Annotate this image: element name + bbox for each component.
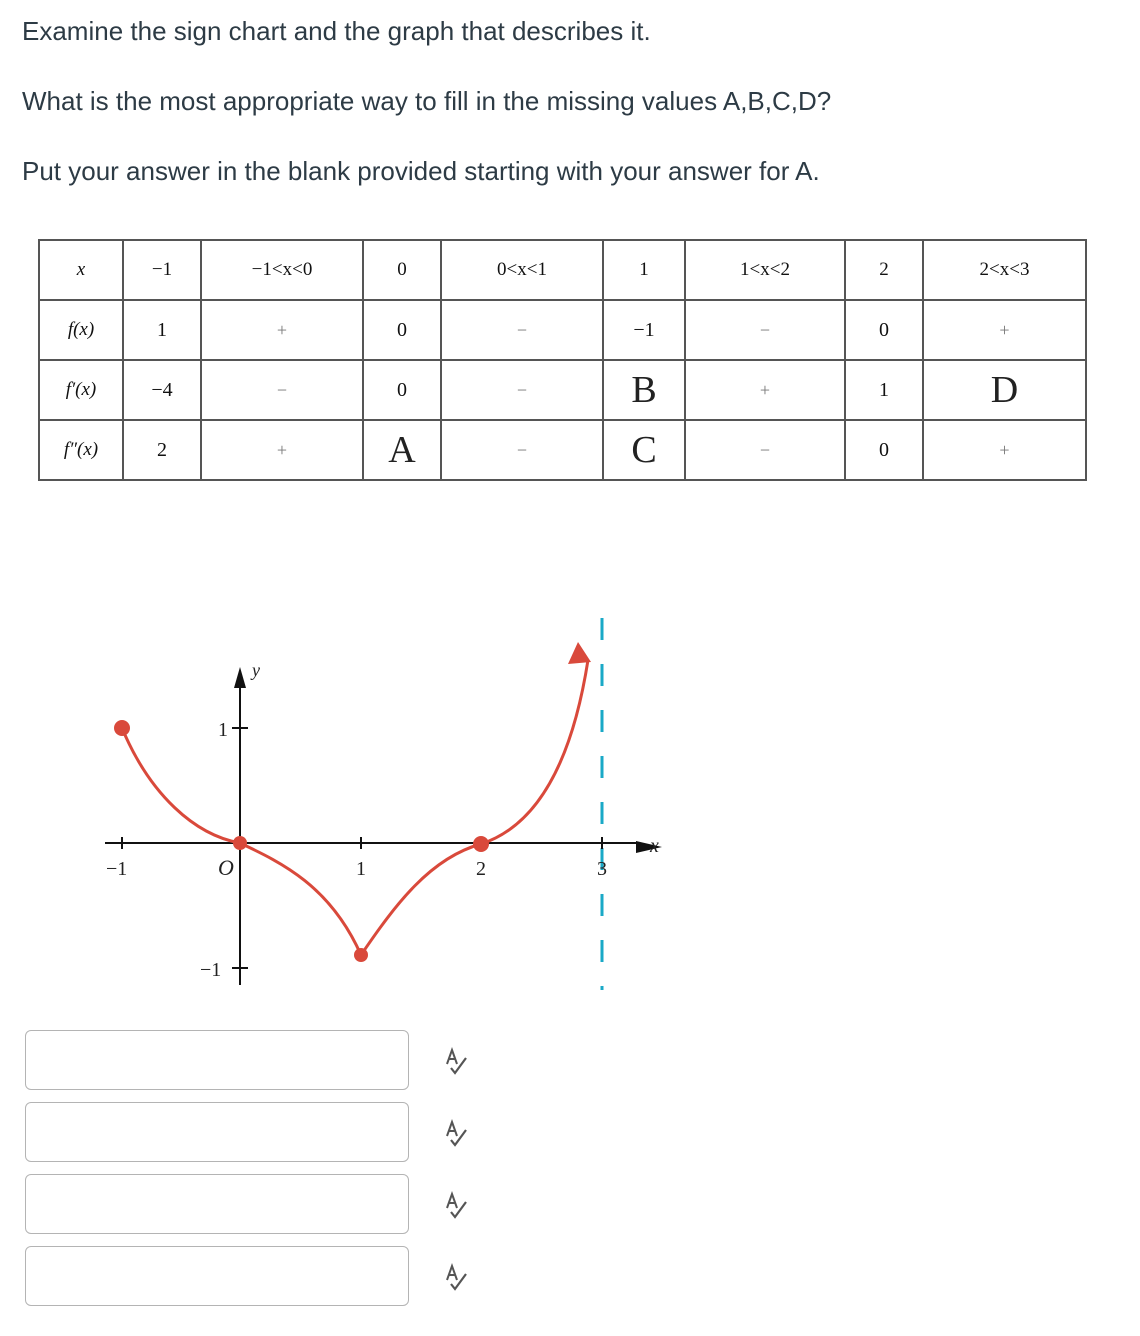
x-tick-label: 2: [476, 858, 486, 880]
origin-label: O: [218, 855, 234, 880]
cell: 0: [845, 300, 923, 360]
cell: −: [441, 420, 603, 480]
sign-chart-row-f-prime: [39, 360, 1086, 420]
answer-row: [25, 1102, 495, 1164]
cell: +: [685, 360, 845, 420]
answer-input-3[interactable]: [25, 1174, 409, 1234]
missing-value-a: A: [363, 420, 441, 480]
cell: 0: [845, 420, 923, 480]
header-cell: 2<x<3: [923, 240, 1086, 300]
question-line-2: What is the most appropriate way to fill in the missing values A,B,C,D?: [22, 86, 832, 116]
y-tick-label: −1: [200, 959, 222, 981]
cell: 0: [363, 300, 441, 360]
cell: 0: [363, 360, 441, 420]
question-line-3: Put your answer in the blank provided starting with your answer for A.: [22, 156, 820, 186]
y-axis-label: y: [252, 660, 260, 680]
function-curve: [122, 660, 588, 955]
cell: −: [441, 300, 603, 360]
missing-value-c: C: [603, 420, 685, 480]
cell: 1: [123, 300, 201, 360]
header-cell-x: x: [39, 240, 123, 300]
header-cell: −1: [123, 240, 201, 300]
answer-input-2[interactable]: [25, 1102, 409, 1162]
curve-point-dot: [233, 836, 247, 850]
x-tick-label: 3: [597, 858, 607, 880]
x-tick-label: −1: [106, 858, 128, 880]
sign-chart-header-row: [39, 240, 1086, 300]
cell: −: [685, 420, 845, 480]
question-line-1: Examine the sign chart and the graph that describes it.: [22, 16, 651, 46]
x-axis-label: x: [650, 835, 659, 857]
row-label-f: f(x): [39, 300, 123, 360]
spell-check-icon[interactable]: [441, 1262, 471, 1292]
cell: +: [201, 420, 363, 480]
cell: 2: [123, 420, 201, 480]
header-cell: 0<x<1: [441, 240, 603, 300]
header-cell: 2: [845, 240, 923, 300]
curve-point-dot: [354, 948, 368, 962]
y-axis-arrow-icon: [234, 667, 246, 688]
function-graph: [0, 600, 760, 1000]
endpoint-dot: [114, 720, 130, 736]
cell: +: [923, 420, 1086, 480]
cell: 1: [845, 360, 923, 420]
cell: −: [201, 360, 363, 420]
y-tick-label: 1: [218, 719, 228, 741]
missing-value-b: B: [603, 360, 685, 420]
header-cell: 1: [603, 240, 685, 300]
cell: −4: [123, 360, 201, 420]
sign-chart-row-f: [39, 300, 1086, 360]
x-tick-label: 1: [356, 858, 366, 880]
cell: −1: [603, 300, 685, 360]
spell-check-icon[interactable]: [441, 1118, 471, 1148]
row-label-f-double-prime: f″(x): [39, 420, 123, 480]
spell-check-icon[interactable]: [441, 1046, 471, 1076]
curve-arrow-icon: [568, 642, 591, 664]
cell: +: [923, 300, 1086, 360]
row-label-f-prime: f′(x): [39, 360, 123, 420]
answer-row: [25, 1174, 495, 1236]
answer-row: [25, 1246, 495, 1308]
header-cell: 1<x<2: [685, 240, 845, 300]
cell: −: [685, 300, 845, 360]
curve-point-dot: [473, 836, 489, 852]
cell: +: [201, 300, 363, 360]
answer-input-4[interactable]: [25, 1246, 409, 1306]
header-cell: 0: [363, 240, 441, 300]
sign-chart-table: [38, 239, 1087, 481]
answer-input-1[interactable]: [25, 1030, 409, 1090]
missing-value-d: D: [923, 360, 1086, 420]
spell-check-icon[interactable]: [441, 1190, 471, 1220]
answer-row: [25, 1030, 495, 1092]
header-cell: −1<x<0: [201, 240, 363, 300]
sign-chart-row-f-double-prime: [39, 420, 1086, 480]
cell: −: [441, 360, 603, 420]
